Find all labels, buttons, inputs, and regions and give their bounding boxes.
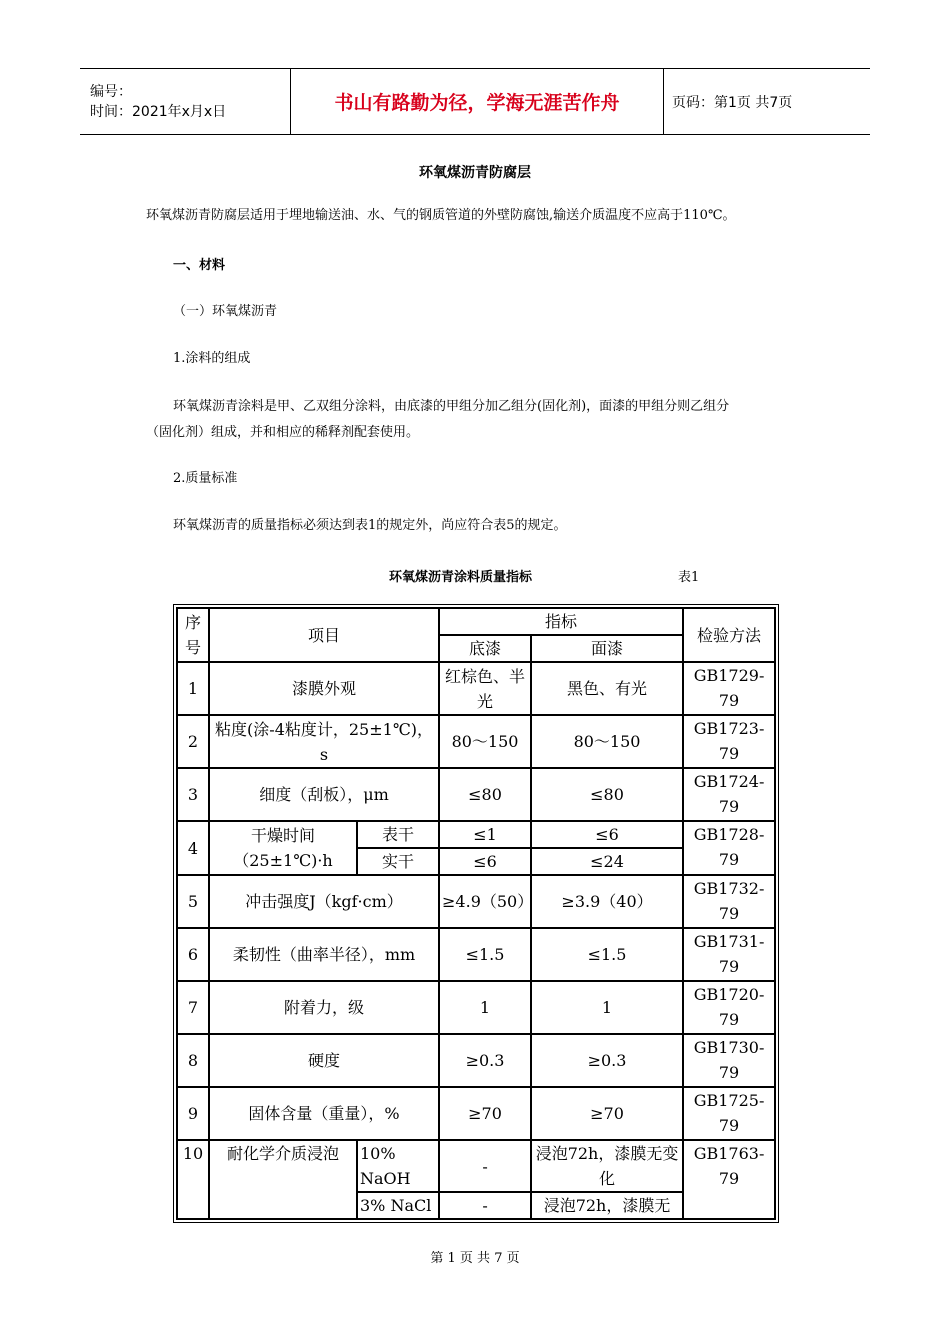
header-motto: 书山有路勤为径，学海无涯苦作舟 bbox=[291, 69, 664, 135]
row-method: GB1729-79 bbox=[683, 662, 775, 715]
item-heading-composition: 1.涂料的组成 bbox=[173, 351, 251, 366]
row-primer: - bbox=[439, 1192, 531, 1219]
row-method: GB1725-79 bbox=[683, 1087, 775, 1140]
doc-number-label: 编号： bbox=[90, 83, 132, 100]
row-primer: 1 bbox=[439, 981, 531, 1034]
row-item: 耐化学介质浸泡 bbox=[209, 1140, 357, 1219]
row-method: GB1723-79 bbox=[683, 715, 775, 768]
row-topcoat: 黑色、有光 bbox=[531, 662, 683, 715]
document-title: 环氧煤沥青防腐层 bbox=[419, 165, 531, 181]
header-indicator: 指标 bbox=[439, 608, 683, 635]
row-seq: 9 bbox=[177, 1087, 209, 1140]
row-primer: ≤6 bbox=[439, 848, 531, 875]
row-primer: ≤1 bbox=[439, 821, 531, 848]
composition-text-line1: 环氧煤沥青涂料是甲、乙双组分涂料，由底漆的甲组分加乙组分(固化剂)，面漆的甲组分则乙组分 bbox=[173, 399, 730, 414]
row-seq: 10 bbox=[177, 1140, 209, 1219]
row-topcoat: ≤24 bbox=[531, 848, 683, 875]
row-method: GB1728-79 bbox=[683, 821, 775, 875]
header-topcoat: 面漆 bbox=[531, 635, 683, 662]
row-primer: ≥0.3 bbox=[439, 1034, 531, 1087]
table-row bbox=[177, 928, 775, 981]
doc-date-label: 时间：2021年x月x日 bbox=[90, 103, 227, 120]
row-seq: 8 bbox=[177, 1034, 209, 1087]
row-seq: 3 bbox=[177, 768, 209, 821]
table-row bbox=[177, 821, 775, 848]
row-primer: 80～150 bbox=[439, 715, 531, 768]
row-topcoat: ≥70 bbox=[531, 1087, 683, 1140]
row-item: 粘度(涂-4粘度计，25±1℃)，s bbox=[209, 715, 439, 768]
row-topcoat: 浸泡72h，漆膜无变化 bbox=[531, 1140, 683, 1192]
row-topcoat: ≤1.5 bbox=[531, 928, 683, 981]
quality-table bbox=[176, 607, 776, 1220]
table-row bbox=[177, 1034, 775, 1087]
header-seq: 序号 bbox=[177, 608, 209, 662]
row-item: 冲击强度J（kgf·cm） bbox=[209, 875, 439, 928]
row-item: 硬度 bbox=[209, 1034, 439, 1087]
table-row bbox=[177, 715, 775, 768]
table-row bbox=[177, 1087, 775, 1140]
item-heading-quality: 2.质量标准 bbox=[173, 471, 238, 486]
table-title: 环氧煤沥青涂料质量指标 bbox=[389, 570, 533, 585]
row-method: GB1731-79 bbox=[683, 928, 775, 981]
row-seq: 2 bbox=[177, 715, 209, 768]
header-page-label: 页码：第1页 共7页 bbox=[664, 69, 871, 135]
row-topcoat: ≤6 bbox=[531, 821, 683, 848]
header-primer: 底漆 bbox=[439, 635, 531, 662]
row-item: 固体含量（重量），% bbox=[209, 1087, 439, 1140]
header-meta bbox=[80, 69, 291, 135]
composition-text-line2: （固化剂）组成，并和相应的稀释剂配套使用。 bbox=[146, 425, 420, 440]
subsection-heading: （一）环氧煤沥青 bbox=[173, 304, 278, 319]
row-seq: 7 bbox=[177, 981, 209, 1034]
row-seq: 6 bbox=[177, 928, 209, 981]
row-method: GB1730-79 bbox=[683, 1034, 775, 1087]
row-subitem: 3% NaCl bbox=[357, 1192, 439, 1219]
row-method: GB1732-79 bbox=[683, 875, 775, 928]
row-topcoat: 浸泡72h，漆膜无 bbox=[531, 1192, 683, 1219]
row-subitem: 10% NaOH bbox=[357, 1140, 439, 1192]
table-row bbox=[177, 875, 775, 928]
table-number: 表1 bbox=[678, 570, 700, 585]
row-primer: ≥4.9（50） bbox=[439, 875, 531, 928]
header-item: 项目 bbox=[209, 608, 439, 662]
intro-paragraph: 环氧煤沥青防腐层适用于埋地输送油、水、气的钢质管道的外壁防腐蚀,输送介质温度不应高于110℃。 bbox=[146, 208, 736, 223]
row-item: 附着力，级 bbox=[209, 981, 439, 1034]
row-item: 漆膜外观 bbox=[209, 662, 439, 715]
row-item: 干燥时间（25±1℃)·h bbox=[209, 821, 357, 875]
row-primer: - bbox=[439, 1140, 531, 1192]
row-primer: ≤1.5 bbox=[439, 928, 531, 981]
row-item: 细度（刮板），μm bbox=[209, 768, 439, 821]
row-subitem: 实干 bbox=[357, 848, 439, 875]
row-item: 柔韧性（曲率半径），mm bbox=[209, 928, 439, 981]
row-topcoat: 1 bbox=[531, 981, 683, 1034]
section-heading-materials: 一、材料 bbox=[173, 258, 226, 273]
page-footer: 第 1 页 共 7 页 bbox=[430, 1251, 520, 1266]
row-seq: 4 bbox=[177, 821, 209, 875]
header-method: 检验方法 bbox=[683, 608, 775, 662]
row-method: GB1763-79 bbox=[683, 1140, 775, 1219]
row-topcoat: ≤80 bbox=[531, 768, 683, 821]
row-topcoat: ≥3.9（40） bbox=[531, 875, 683, 928]
row-primer: 红棕色、半光 bbox=[439, 662, 531, 715]
quality-text: 环氧煤沥青的质量指标必须达到表1的规定外，尚应符合表5的规定。 bbox=[173, 518, 567, 533]
row-method: GB1724-79 bbox=[683, 768, 775, 821]
row-seq: 5 bbox=[177, 875, 209, 928]
row-subitem: 表干 bbox=[357, 821, 439, 848]
row-primer: ≤80 bbox=[439, 768, 531, 821]
page-header bbox=[80, 68, 870, 135]
row-method: GB1720-79 bbox=[683, 981, 775, 1034]
row-topcoat: ≥0.3 bbox=[531, 1034, 683, 1087]
table-row bbox=[177, 981, 775, 1034]
row-seq: 1 bbox=[177, 662, 209, 715]
table-row bbox=[177, 662, 775, 715]
table-row bbox=[177, 1140, 775, 1192]
row-topcoat: 80～150 bbox=[531, 715, 683, 768]
table-row bbox=[177, 768, 775, 821]
row-primer: ≥70 bbox=[439, 1087, 531, 1140]
